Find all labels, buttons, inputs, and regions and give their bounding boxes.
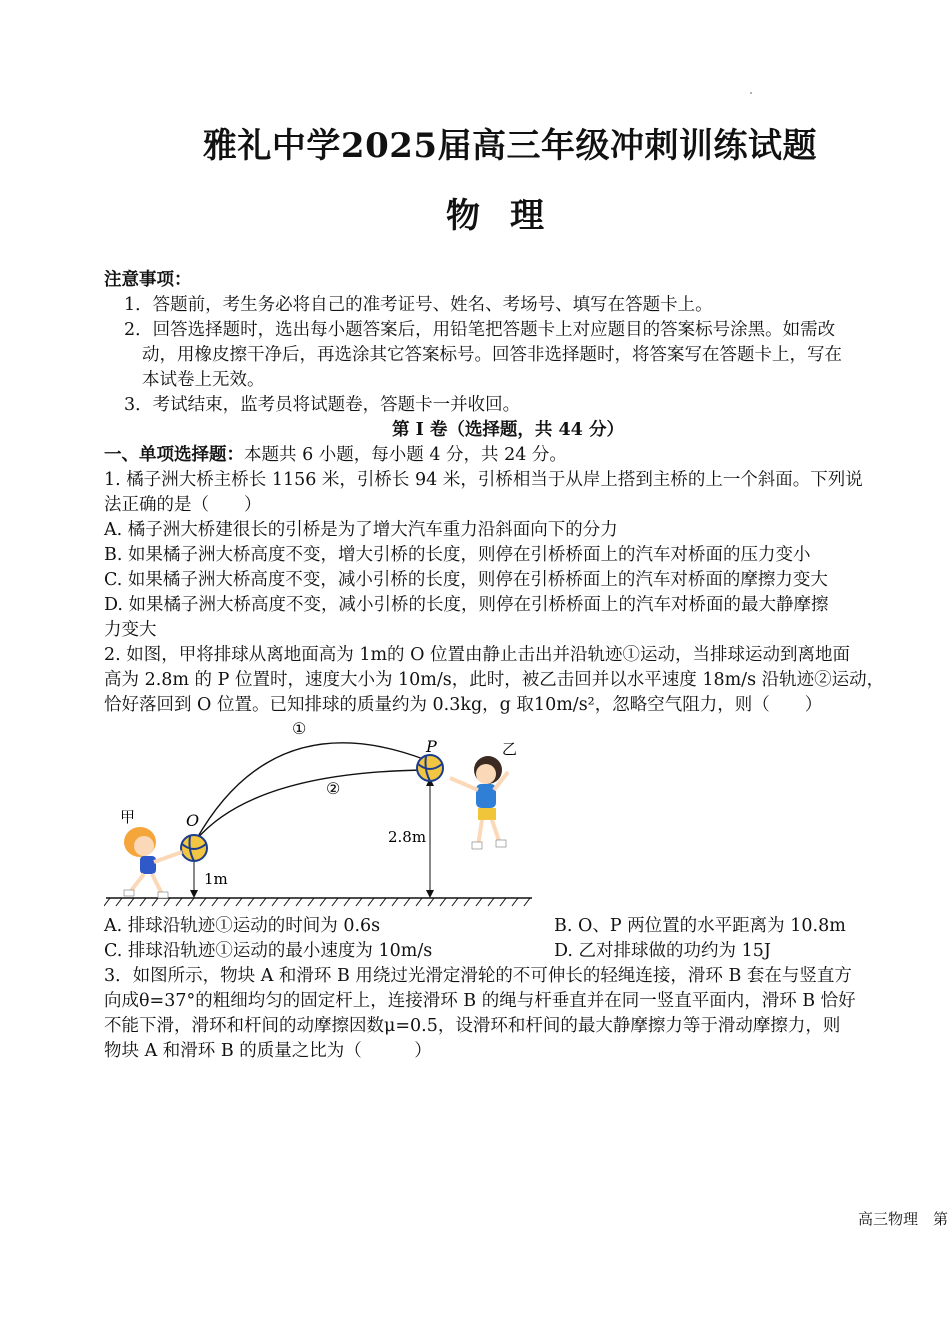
notice-heading: 注意事项： [104,270,192,290]
ball-o [181,835,207,861]
q3-line-1: 3．如图所示，物块 A 和滑环 B 用绕过光滑定滑轮的不可伸长的轻绳连接，滑环 B 套在与竖直方 [104,966,852,986]
q2-option-b: B. O、P 两位置的水平距离为 10.8m [554,916,846,936]
label-yi: 乙 [502,740,518,758]
q2-stem-2: 高为 2.8m 的 P 位置时，速度大小为 10m/s，此时，被乙击回并以水平速度 18m/s 沿轨迹②运动， [104,670,885,690]
q3-line-3: 不能下滑，滑环和杆间的动摩擦因数μ=0.5，设滑环和杆间的最大静摩擦力等于滑动摩擦力，则 [104,1016,841,1036]
label-jia: 甲 [120,808,136,826]
q2-option-d: D. 乙对排球做的功约为 15J [554,941,771,961]
q2-stem-3: 恰好落回到 O 位置。已知排球的质量约为 0.3kg，g 取10m/s²，忽略空气阻力，则（ ） [104,695,823,715]
person-jia-figure [124,827,182,898]
part1-label: 一、单项选择题： [104,445,244,465]
q2-options-row-2 [104,939,912,964]
q1-option-d-cont: 力变大 [104,620,157,640]
q1-stem-2: 法正确的是（ ） [104,495,262,515]
label-height-p: 2.8m [388,828,427,846]
part1-heading [104,443,912,468]
label-traj-2: ② [326,779,341,798]
q2-option-c: C. 排球沿轨迹①运动的最小速度为 10m/s [104,941,433,961]
section-title: 第 I 卷（选择题，共 44 分） [392,420,624,440]
volleyball-diagram [104,722,534,912]
page-footer: 高三物理 第 [858,1210,949,1228]
q1-stem-1: 1. 橘子洲大桥主桥长 1156 米，引桥长 94 米，引桥相当于从岸上搭到主桥的上一个斜面。下列说 [104,470,863,490]
exam-title: 雅礼中学2025届高三年级冲刺训练试题 [202,126,818,166]
height-p-arrow-down [426,890,434,898]
q1-option-d: D. 如果橘子洲大桥高度不变，减小引桥的长度，则停在引桥桥面上的汽车对桥面的最大静摩擦 [104,595,829,615]
ground-hatch [104,898,530,906]
q1-option-c: C. 如果橘子洲大桥高度不变，减小引桥的长度，则停在引桥桥面上的汽车对桥面的摩擦力变大 [104,570,828,590]
q3-line-4: 物块 A 和滑环 B 的质量之比为（ ） [104,1041,432,1061]
notice-item-2-end: 本试卷上无效。 [142,370,265,390]
label-point-p: P [426,737,437,756]
q2-stem-1: 2. 如图，甲将排球从离地面高为 1m的 O 位置由静止击出并沿轨迹①运动，当排球运动到离地面 [104,645,851,665]
volleyball-figure [104,722,534,912]
notice-item-2-cont: 动，用橡皮擦干净后，再选涂其它答案标号。回答非选择题时，将答案写在答题卡上，写在 [142,345,842,365]
person-yi-figure [450,756,508,849]
q1-option-b: B. 如果橘子洲大桥高度不变，增大引桥的长度，则停在引桥桥面上的汽车对桥面的压力变小 [104,545,811,565]
label-traj-1: ① [292,722,307,738]
exam-body [104,268,912,1064]
page-dot [750,92,752,94]
height-o-arrow-down [190,890,198,898]
notice-item-3: 3．考试结束，监考员将试题卷，答题卡一并收回。 [124,395,521,415]
part1-desc: 本题共 6 小题，每小题 4 分，共 24 分。 [244,445,567,465]
label-height-o: 1m [204,870,228,888]
notice-item-1: 1．答题前，考生务必将自己的准考证号、姓名、考场号、填写在答题卡上。 [124,295,713,315]
notice-item-2: 2．回答选择题时，选出每小题答案后，用铅笔把答题卡上对应题目的答案标号涂黑。如需改 [124,320,836,340]
trajectory-1 [196,743,426,840]
q2-options-row-1 [104,914,912,939]
ball-p [417,755,443,781]
label-point-o: O [186,811,200,830]
q2-option-a: A. 排球沿轨迹①运动的时间为 0.6s [104,916,381,936]
subject-title: 物理 [446,196,574,236]
q1-option-a: A. 橘子洲大桥建很长的引桥是为了增大汽车重力沿斜面向下的分力 [104,520,618,540]
q3-line-2: 向成θ=37°的粗细均匀的固定杆上，连接滑环 B 的绳与杆垂直并在同一竖直平面内，滑环 B 恰好 [104,991,856,1011]
